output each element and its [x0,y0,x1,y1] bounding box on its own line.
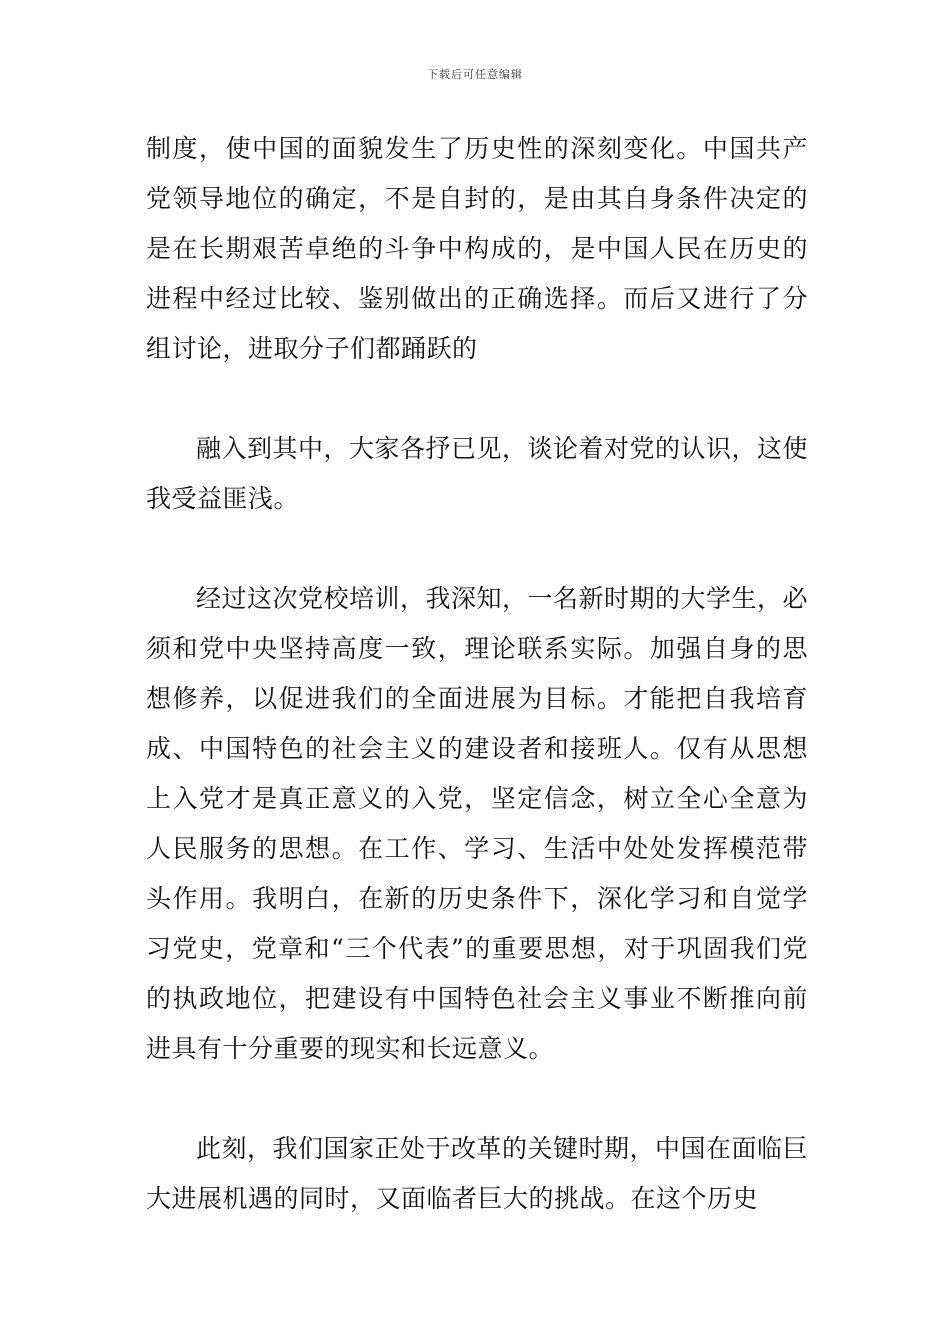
document-body [146,124,808,1224]
page-header: 下载后可任意编辑 [427,68,523,81]
paragraph-2: 融入到其中，大家各抒已见，谈论着对党的认识，这使我受益匪浅。 [146,434,809,513]
paragraph-3: 经过这次党校培训，我深知，一名新时期的大学生，必须和党中央坚持高度一致，理论联系实际。加强自身的思想修养，以促进我们的全面进展为目标。才能把自我培育成、中国特色的社会主义的建设者和接班人。仅有从思想上入党才是真正意义的入党，坚定信念，树立全心全意为人民服务的思想。在工作、学习、生活中处处发挥模范带头作用。我明白，在新的历史条件下，深化学习和自觉学习党史，党章和“三个代表”的重要思想，对于巩固我们党的执政地位，把建设有中国特色社会主义事业不断推向前进具有十分重要的现实和长远意义。 [146,584,809,1063]
paragraph-4: 此刻，我们国家正处于改革的关键时期，中国在面临巨大进展机遇的同时，又面临者巨大的挑战。在这个历史 [146,1134,809,1213]
paragraph-1: 制度，使中国的面貌发生了历史性的深刻变化。中国共产党领导地位的确定，不是自封的，是由其自身条件决定的是在长期艰苦卓绝的斗争中构成的，是中国人民在历史的进程中经过比较、鉴别做出的正确选择。而后又进行了分组讨论，进取分子们都踊跃的 [146,134,808,363]
